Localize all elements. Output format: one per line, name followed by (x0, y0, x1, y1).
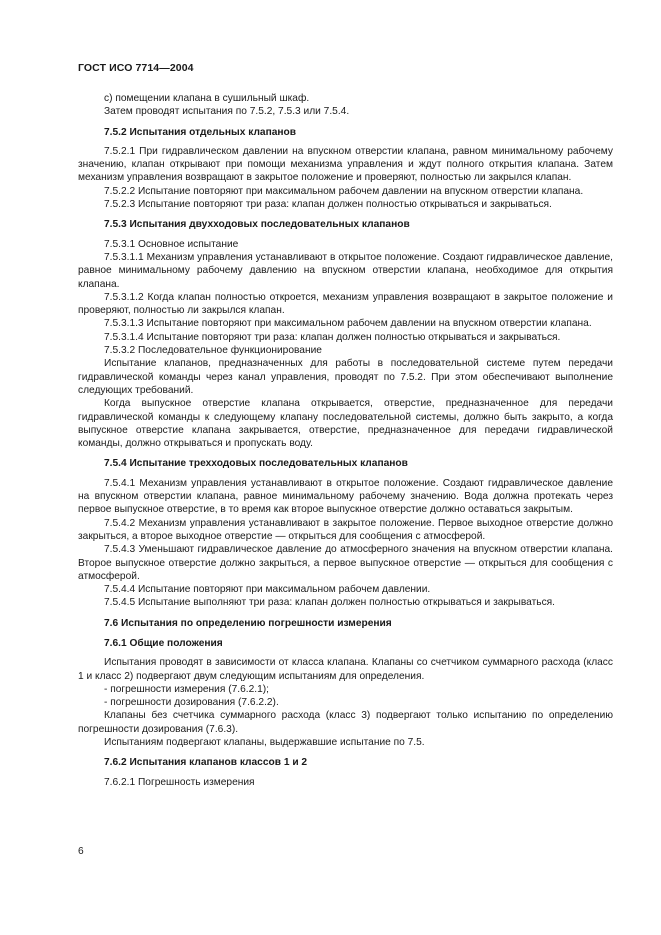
list-item: - погрешности измерения (7.6.2.1); (104, 683, 269, 695)
paragraph: Затем проводят испытания по 7.5.2, 7.5.3 или 7.5.4. (104, 106, 350, 118)
paragraph: 7.6.2.1 Погрешность измерения (104, 776, 255, 788)
paragraph: 7.5.4.1 Механизм управления устанавливают в открытое положение. Создают гидравлическое давление на впускном отверстии клапана, равное минимальному рабочему значению. Вода должна протекать через первое выпускное отверстие, в то время как второе выпускное отверстие должно оставаться закрытым. (78, 477, 613, 516)
paragraph: Испытания проводят в зависимости от класса клапана. Клапаны со счетчиком суммарного расхода (класс 1 и класс 2) подвергают двум следующим испытаниям для определения. (78, 657, 613, 682)
paragraph: 7.5.4.4 Испытание повторяют при максимальном рабочем давлении. (104, 584, 431, 596)
section-heading: 7.5.4 Испытание трехходовых последовательных клапанов (104, 458, 408, 470)
section-heading: 7.5.2 Испытания отдельных клапанов (104, 126, 297, 138)
paragraph: 7.5.3.1.4 Испытание повторяют три раза: клапан должен полностью открываться и закрываться. (104, 331, 561, 343)
document-header: ГОСТ ИСО 7714—2004 (78, 62, 194, 74)
section-heading: 7.6.1 Общие положения (104, 637, 223, 649)
paragraph: Испытаниям подвергают клапаны, выдержавшие испытание по 7.5. (104, 737, 425, 749)
section-heading: 7.6.2 Испытания клапанов классов 1 и 2 (104, 757, 308, 769)
paragraph: 7.5.2.2 Испытание повторяют при максимальном рабочем давлении на впускном отверстии клапана. (104, 185, 584, 197)
page-number: 6 (78, 846, 84, 857)
paragraph: 7.5.3.1.1 Механизм управления устанавливают в открытое положение. Создают гидравлическое давление, равное минимальному рабочему давлению на впускном отверстии клапана, необходимое для открытия клапана. (78, 251, 613, 290)
paragraph: c) помещении клапана в сушильный шкаф. (104, 93, 310, 104)
paragraph: 7.5.4.2 Механизм управления устанавливают в закрытое положение. Первое выходное отверстие должно закрыться, а второе выходное отверстие — открыться для сообщения с атмосферой. (78, 517, 613, 542)
paragraph: Испытание клапанов, предназначенных для работы в последовательной системе путем передачи гидравлической команды через канал управления, проводят по 7.5.2. При этом обеспечивают выполнение следующих требований. (78, 358, 613, 396)
paragraph: 7.5.3.1.2 Когда клапан полностью откроется, механизм управления возвращают в закрытое положение и проверяют, полностью ли закрылся клапан. (78, 291, 613, 317)
paragraph: Когда выпускное отверстие клапана открывается, отверстие, предназначенное для передачи гидравлической команды к следующему клапану последовательной системы, должно быть закрыто, а когда выпускное отверстие клапана закрывается, отверстие, предназначенное для передачи гидравлической команды, должно открываться и пропускать воду. (78, 398, 613, 450)
page-body (78, 92, 613, 789)
paragraph: 7.5.3.2 Последовательное функционирование (104, 345, 322, 357)
paragraph: 7.5.2.1 При гидравлическом давлении на впускном отверстии клапана, равном минимальному рабочему значению, клапан открывают при помощи механизма управления и ждут полного открытия клапана. Затем механизм управления возвращают в закрытое положение и проверяют, полностью ли закрылся клапан. (78, 145, 613, 184)
paragraph: 7.5.3.1.3 Испытание повторяют при максимальном рабочем давлении на впускном отверстии клапана. (104, 318, 592, 330)
paragraph: Клапаны без счетчика суммарного расхода (класс 3) подвергают только испытанию по определению погрешности дозирования (7.6.3). (78, 710, 613, 735)
paragraph: 7.5.2.3 Испытание повторяют три раза: клапан должен полностью открываться и закрываться. (104, 199, 552, 211)
paragraph: 7.5.3.1 Основное испытание (104, 238, 239, 250)
section-heading: 7.5.3 Испытания двухходовых последовательных клапанов (104, 219, 410, 231)
paragraph: 7.5.4.5 Испытание выполняют три раза: клапан должен полностью открываться и закрываться. (104, 597, 556, 609)
paragraph: 7.5.4.3 Уменьшают гидравлическое давление до атмосферного значения на впускном отверстии клапана. Второе выпускное отверстие должно закрыться, а первое выпускное отверстие — открыться для сообщения с атмосферой. (78, 544, 613, 582)
section-heading: 7.6 Испытания по определению погрешности измерения (104, 617, 392, 629)
list-item: - погрешности дозирования (7.6.2.2). (104, 697, 279, 709)
